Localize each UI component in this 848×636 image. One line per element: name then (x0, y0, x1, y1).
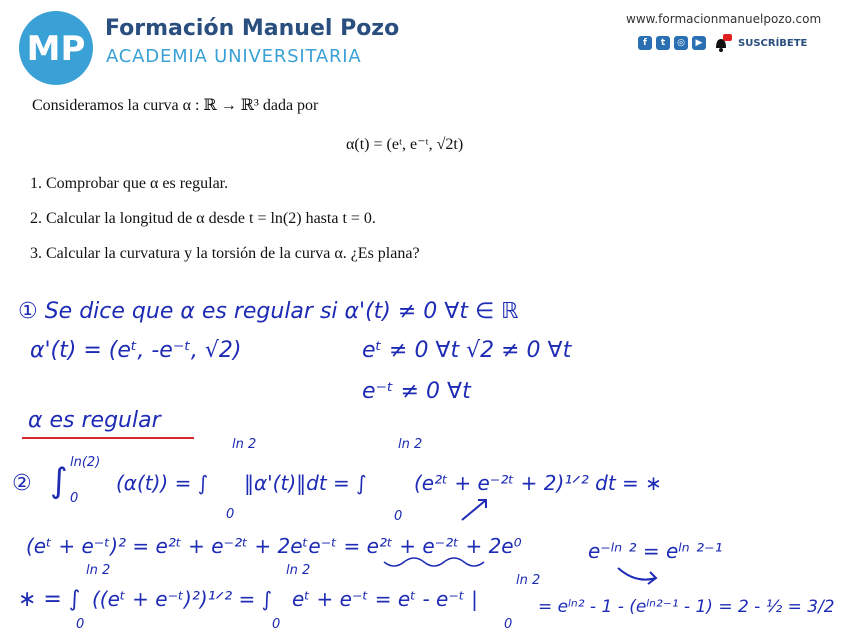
hw-line-5-norm: ‖α'(t)‖dt = ∫ (244, 471, 367, 495)
hw-line-7-lower-2: 0 (272, 617, 281, 632)
hw-line-7-result: = eˡⁿ² - 1 - (eˡⁿ²⁻¹ - 1) = 2 - ½ = 3/2 (538, 597, 835, 617)
brand-title: Formación Manuel Pozo (105, 16, 400, 41)
exponent-arrow (618, 568, 656, 584)
hw-line-2: α'(t) = (eᵗ, -e⁻ᵗ, √2) (30, 338, 242, 363)
hw-line-7-upper: ln 2 (86, 563, 111, 578)
hw-line-7-integrand: ((eᵗ + e⁻ᵗ)²)¹ᐟ² = ∫ (92, 587, 273, 611)
twitter-icon[interactable]: t (656, 36, 670, 50)
hw-line-6: (eᵗ + e⁻ᵗ)² = e²ᵗ + e⁻²ᵗ + 2eᵗe⁻ᵗ = e²ᵗ + e⁻²ᵗ + 2e⁰ (26, 534, 522, 558)
hw-line-3: e⁻ᵗ ≠ 0 ∀t (362, 379, 471, 404)
website-link[interactable]: www.formacionmanuelpozo.com (626, 12, 822, 26)
hw-line-6b: e⁻ˡⁿ ² = eˡⁿ ²⁻¹ (588, 539, 723, 563)
hw-line-5-number: ② (12, 471, 32, 496)
subscribe-label[interactable]: SUSCRÍBETE (738, 37, 808, 49)
hw-line-5-upper: ln(2) (70, 455, 101, 470)
facebook-icon[interactable]: f (638, 36, 652, 50)
logo-lettering: MP (26, 29, 86, 69)
statement-intro: Consideramos la curva α : ℝ → ℝ³ dada por (32, 97, 319, 114)
hw-line-5-lower: 0 (70, 491, 79, 506)
wavy-underline (384, 558, 484, 566)
hint-arrow (462, 500, 486, 520)
instagram-icon[interactable]: ◎ (674, 36, 688, 50)
hw-line-7-upper-3: ln 2 (516, 573, 541, 588)
hw-line-7-lower-3: 0 (504, 617, 513, 632)
hw-line-7-upper-2: ln 2 (286, 563, 311, 578)
hw-line-2b: eᵗ ≠ 0 ∀t √2 ≠ 0 ∀t (362, 338, 572, 363)
curve-formula: α(t) = (eᵗ, e⁻ᵗ, √2t) (346, 136, 464, 153)
hw-line-5-integrand: (e²ᵗ + e⁻²ᵗ + 2)¹ᐟ² dt = ∗ (414, 471, 662, 495)
hw-line-7-lower: 0 (76, 617, 85, 632)
youtube-icon[interactable]: ▶ (692, 36, 706, 50)
hw-line-5-upper-2: ln 2 (232, 437, 257, 452)
hw-line-5-upper-3: ln 2 (398, 437, 423, 452)
exercise-item-2: 2. Calcular la longitud de α desde t = ln(2) hasta t = 0. (30, 210, 376, 227)
exercise-item-3: 3. Calcular la curvatura y la torsión de la curva α. ¿Es plana? (30, 245, 420, 262)
hw-line-4: α es regular (28, 408, 161, 433)
hw-line-7-star: ∗ = ∫ (18, 587, 81, 612)
brand-subtitle: ACADEMIA UNIVERSITARIA (106, 46, 362, 67)
hw-line-5-lower-2: 0 (226, 507, 235, 522)
exercise-item-1: 1. Comprobar que α es regular. (30, 175, 229, 192)
hw-line-5-lower-3: 0 (394, 509, 403, 524)
hw-line-5-integral: ∫ (50, 461, 68, 501)
hw-line-1: ① Se dice que α es regular si α'(t) ≠ 0 ∀t ∈ ℝ (18, 299, 519, 324)
hw-line-7-antiderivative: eᵗ + e⁻ᵗ = eᵗ - e⁻ᵗ | (292, 587, 478, 611)
hw-line-5-length: (α(t)) = ∫ (116, 471, 209, 495)
